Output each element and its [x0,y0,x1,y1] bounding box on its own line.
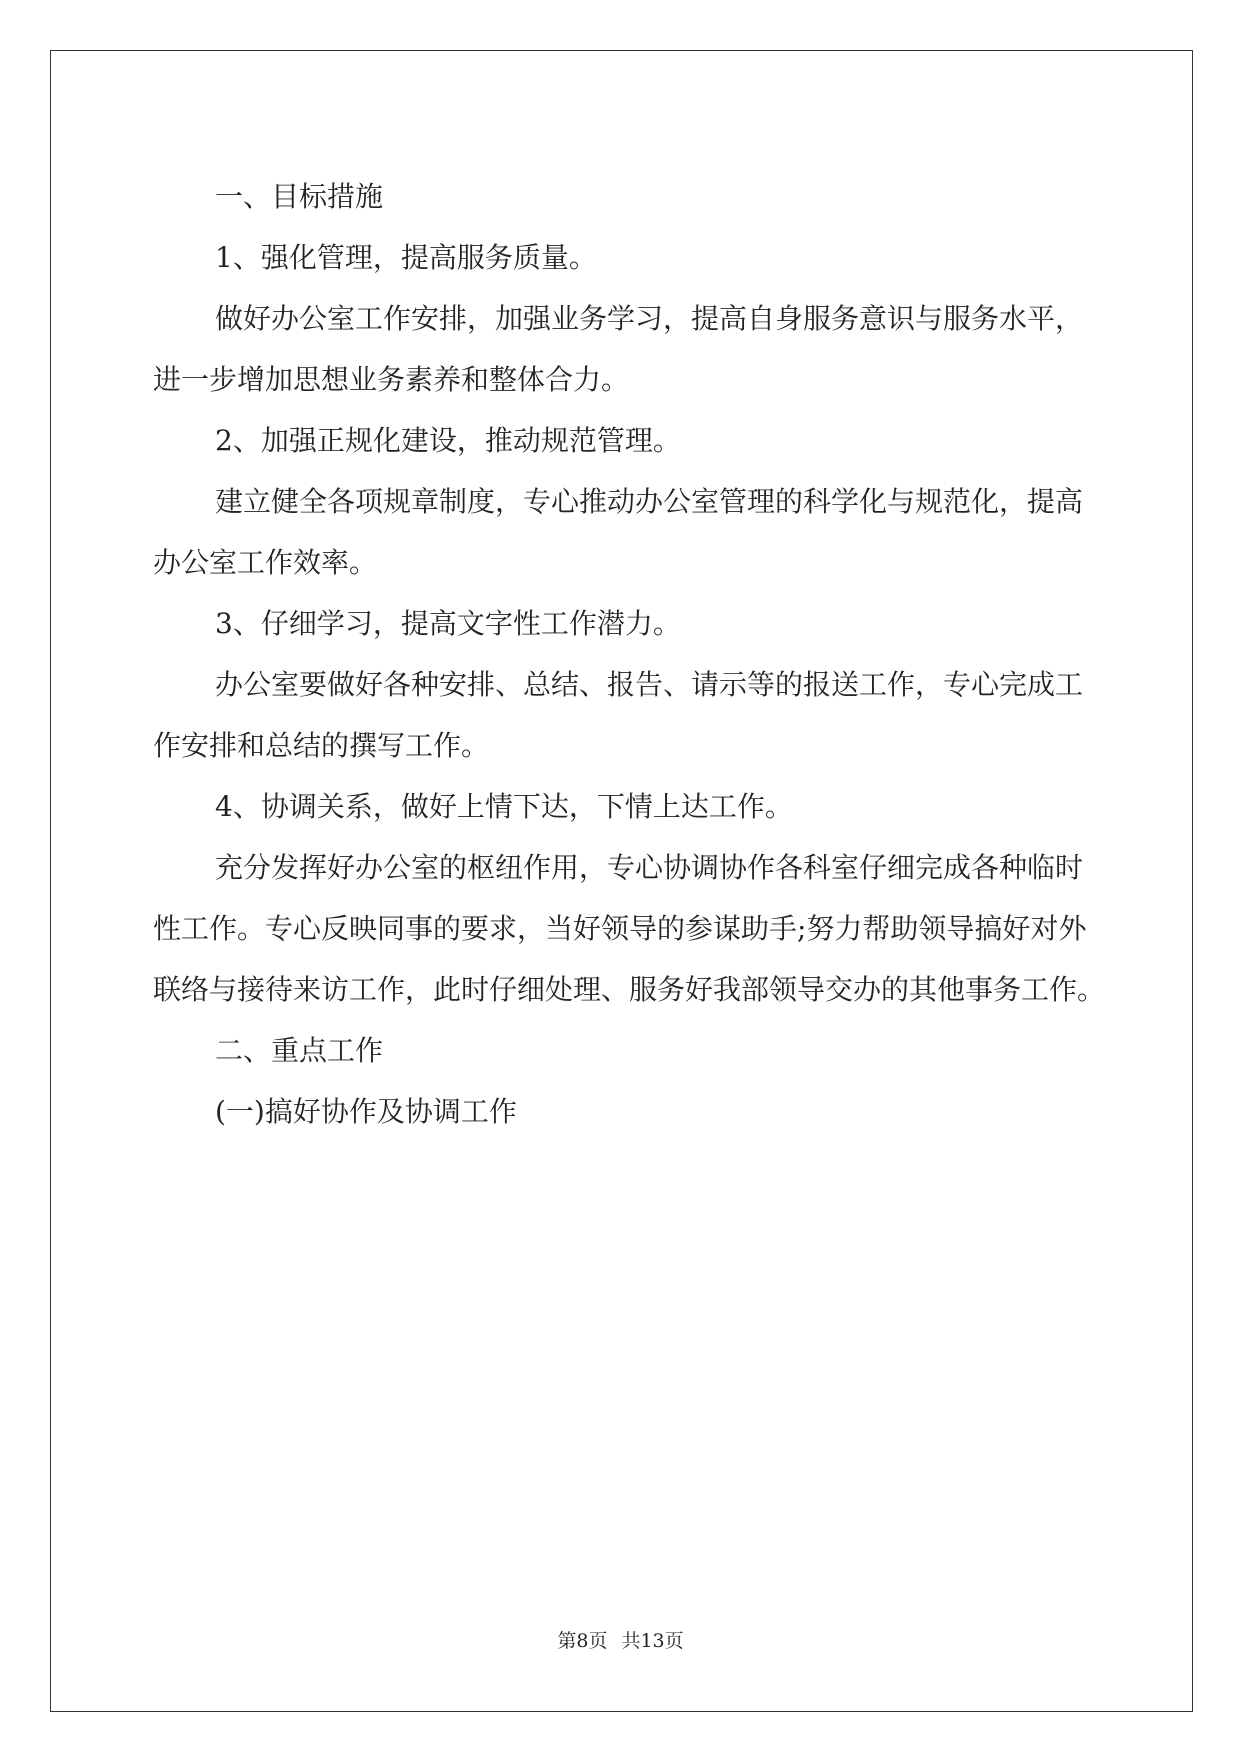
document-body [153,166,1105,1142]
section-heading-objectives: 一、目标措施 [215,180,384,213]
page-number: 第8页 [557,1630,608,1652]
item-heading-4: 4、协调关系，做好上情下达，下情上达工作。 [215,790,793,823]
paragraph-4: 充分发挥好办公室的枢纽作用，专心协调协作各科室仔细完成各种临时性工作。专心反映同事的要求，当好领导的参谋助手;努力帮助领导搞好对外联络与接待来访工作，此时仔细处理、服务好我部领导交办的其他事务工作。 [153,851,1106,1006]
subsection-heading-1: (一)搞好协作及协调工作 [215,1095,517,1128]
section-heading-key-work: 二、重点工作 [215,1034,384,1067]
item-heading-2: 2、加强正规化建设，推动规范管理。 [215,424,681,457]
item-heading-1: 1、强化管理，提高服务质量。 [215,241,597,274]
page-total: 共13页 [621,1630,684,1652]
page-footer [0,1626,1241,1653]
paragraph-2: 建立健全各项规章制度，专心推动办公室管理的科学化与规范化，提高办公室工作效率。 [153,485,1084,579]
item-heading-3: 3、仔细学习，提高文字性工作潜力。 [215,607,681,640]
paragraph-1: 做好办公室工作安排，加强业务学习，提高自身服务意识与服务水平，进一步增加思想业务素养和整体合力。 [153,302,1084,396]
paragraph-3: 办公室要做好各种安排、总结、报告、请示等的报送工作，专心完成工作安排和总结的撰写工作。 [153,668,1084,762]
